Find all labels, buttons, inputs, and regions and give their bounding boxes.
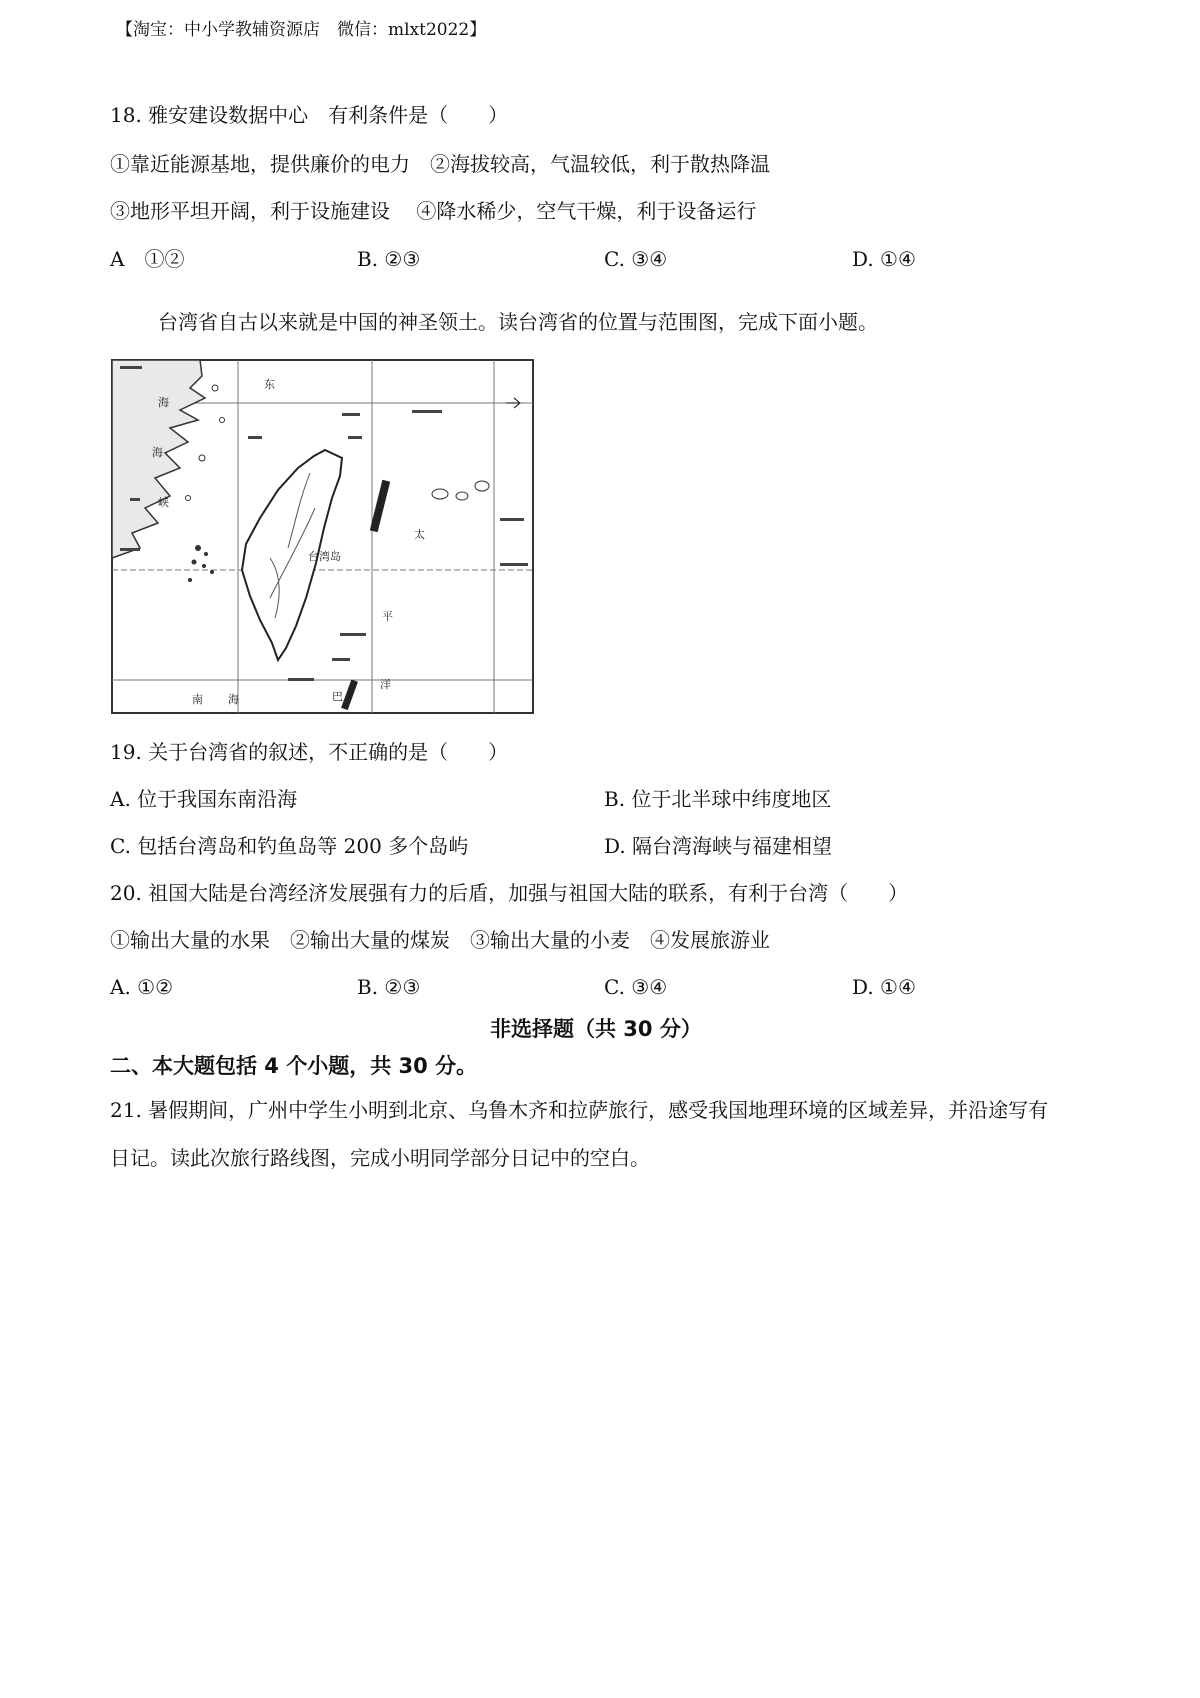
q19-choice-d: D. 隔台湾海峡与福建相望 — [604, 834, 833, 858]
q18-choice-a: A ①② — [110, 247, 185, 271]
q18-choice-b: B. ②③ — [357, 247, 421, 271]
taiwan-location-map — [110, 358, 535, 715]
q20-choice-b: B. ②③ — [357, 975, 421, 999]
q20-choice-c: C. ③④ — [604, 975, 668, 999]
q18-options-line1: ①靠近能源基地，提供廉价的电力 ②海拔较高，气温较低，利于散热降温 — [110, 152, 770, 176]
q19-choice-c: C. 包括台湾岛和钓鱼岛等 200 多个岛屿 — [110, 834, 469, 858]
label-taiwan-island: 台湾岛 — [308, 550, 341, 563]
label-ba: 巴 — [332, 690, 343, 703]
q18-choice-c: C. ③④ — [604, 247, 668, 271]
label-hai-1: 海 — [158, 396, 169, 409]
section-subtitle: 二、本大题包括 4 个小题，共 30 分。 — [110, 1054, 478, 1078]
q20-choice-d: D. ①④ — [852, 975, 916, 999]
q21-line2: 日记。读此次旅行路线图，完成小明同学部分日记中的空白。 — [110, 1146, 650, 1170]
q20-choice-a: A. ①② — [110, 975, 174, 999]
q19-stem: 19. 关于台湾省的叙述，不正确的是（ ） — [110, 740, 509, 764]
q19-choice-b: B. 位于北半球中纬度地区 — [604, 787, 832, 811]
q18-choice-d: D. ①④ — [852, 247, 916, 271]
q18-stem: 18. 雅安建设数据中心 有利条件是（ ） — [110, 103, 509, 127]
label-ping: 平 — [382, 610, 393, 623]
label-hai-2: 海 — [152, 446, 163, 459]
q20-options: ①输出大量的水果 ②输出大量的煤炭 ③输出大量的小麦 ④发展旅游业 — [110, 928, 770, 952]
page-header-watermark: 【淘宝：中小学教辅资源店 微信：mlxt2022】 — [116, 20, 487, 40]
label-dong: 东 — [264, 378, 275, 391]
taiwan-intro: 台湾省自古以来就是中国的神圣领土。读台湾省的位置与范围图，完成下面小题。 — [158, 310, 878, 334]
q18-options-line2: ③地形平坦开阔，利于设施建设 ④降水稀少，空气干燥，利于设备运行 — [110, 199, 757, 223]
q21-line1: 21. 暑假期间，广州中学生小明到北京、乌鲁木齐和拉萨旅行，感受我国地理环境的区域差异，并沿途写有 — [110, 1098, 1049, 1122]
label-nan: 南 — [192, 693, 203, 706]
section-title: 非选择题（共 30 分） — [490, 1017, 702, 1041]
q20-stem: 20. 祖国大陆是台湾经济发展强有力的后盾，加强与祖国大陆的联系，有利于台湾（ ） — [110, 881, 909, 905]
label-yang: 洋 — [380, 678, 391, 691]
q19-choice-a: A. 位于我国东南沿海 — [110, 787, 298, 811]
label-xia: 峡 — [158, 496, 169, 509]
label-tai: 太 — [414, 528, 425, 541]
label-hai-3: 海 — [228, 693, 239, 706]
